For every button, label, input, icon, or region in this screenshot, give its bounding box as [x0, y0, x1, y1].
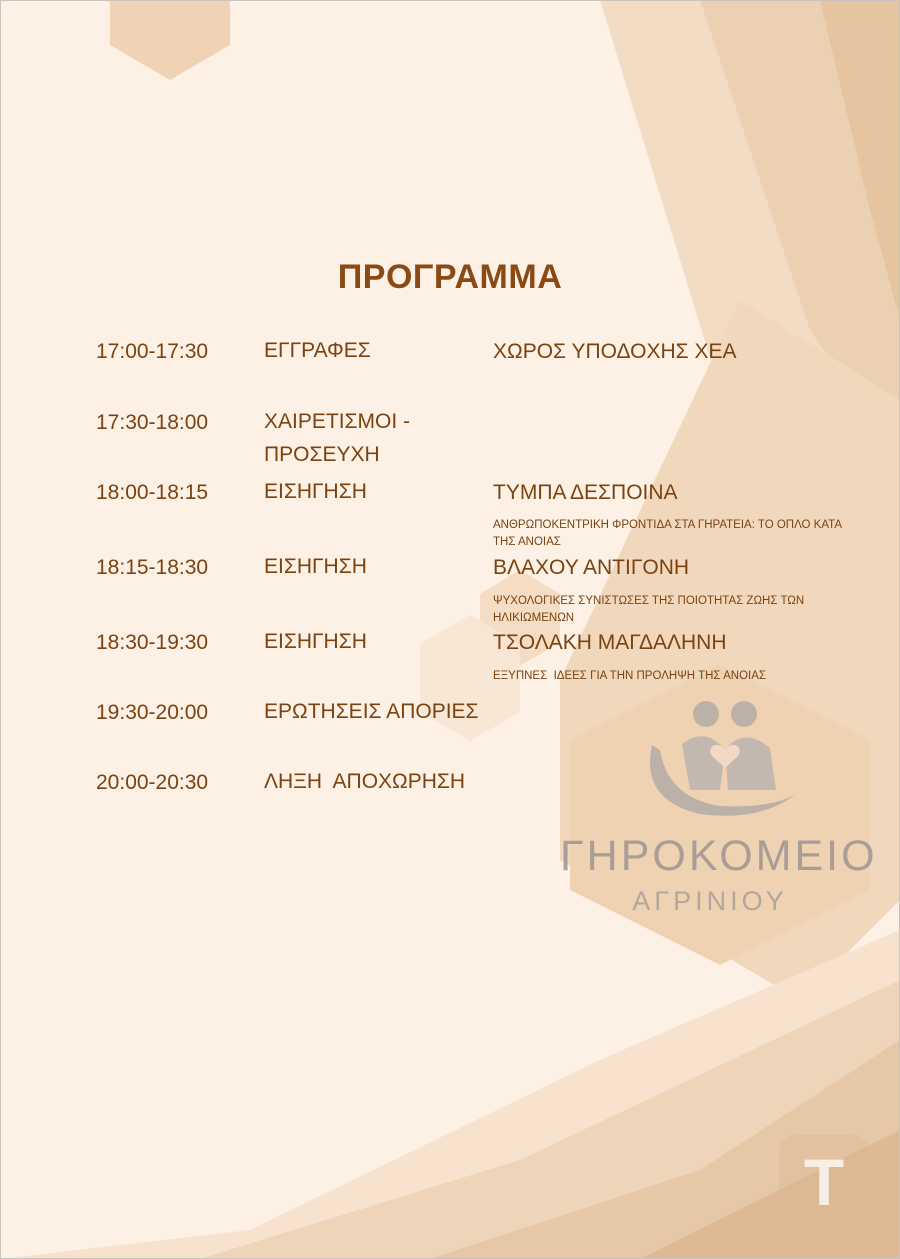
schedule-event: ΕΙΣΗΓΗΣΗ [264, 480, 367, 503]
logo-place: ΑΓΡΙΝΙΟΥ [632, 886, 788, 916]
schedule-time: 18:00-18:15 [96, 481, 209, 504]
schedule-time: 17:30-18:00 [96, 411, 209, 434]
page-title: ΠΡΟΓΡΑΜΜΑ [337, 258, 563, 296]
nursing-home-logo [560, 690, 880, 940]
schedule-time: 17:00-17:30 [96, 340, 209, 363]
schedule-time: 19:30-20:00 [96, 701, 209, 724]
schedule-topic: ΨΥΧΟΛΟΓΙΚΕΣ ΣΥΝΙΣΤΩΣΕΣ ΤΗΣ ΠΟΙΟΤΗΤΑΣ ΖΩΗΣ ΤΩΝ ΗΛΙΚΙΩΜΕΝΩΝ [493, 595, 805, 624]
schedule-speaker: ΤΥΜΠΑ ΔΕΣΠΟΙΝΑ [493, 481, 678, 504]
watermark-logo [779, 1135, 869, 1227]
schedule-event: ΕΙΣΗΓΗΣΗ [264, 555, 367, 578]
schedule-time: 18:30-19:30 [96, 631, 209, 654]
schedule-event: ΕΙΣΗΓΗΣΗ [264, 630, 367, 653]
schedule-event: ΛΗΞΗ ΑΠΟΧΩΡΗΣΗ [264, 770, 466, 793]
logo-name: ΓΗΡΟΚΟΜΕΙΟ [560, 832, 878, 880]
schedule-speaker: ΤΣΟΛΑΚΗ ΜΑΓΔΑΛΗΝΗ [493, 631, 727, 654]
schedule-event: ΧΑΙΡΕΤΙΣΜΟΙ - ΠΡΟΣΕΥΧΗ [264, 410, 410, 466]
schedule-time: 20:00-20:30 [96, 771, 209, 794]
family-care-icon [560, 690, 860, 830]
watermark-letter: T [803, 1145, 845, 1219]
schedule-speaker: ΒΛΑΧΟΥ ΑΝΤΙΓΟΝΗ [493, 556, 690, 579]
schedule-topic: ΑΝΘΡΩΠΟΚΕΝΤΡΙΚΗ ΦΡΟΝΤΙΔΑ ΣΤΑ ΓΗΡΑΤΕΙΑ: ΤΟ ΟΠΛΟ ΚΑΤΑ ΤΗΣ ΑΝΟΙΑΣ [493, 519, 842, 548]
schedule-event: ΕΡΩΤΗΣΕΙΣ ΑΠΟΡΙΕΣ [264, 700, 479, 723]
schedule-topic: ΕΞΥΠΝΕΣ ΙΔΕΕΣ ΓΙΑ ΤΗΝ ΠΡΟΛΗΨΗ ΤΗΣ ΑΝΟΙΑΣ [493, 670, 766, 682]
schedule-time: 18:15-18:30 [96, 556, 209, 579]
schedule-speaker: ΧΩΡΟΣ ΥΠΟΔΟΧΗΣ ΧΕΑ [493, 340, 737, 363]
schedule-event: ΕΓΓΡΑΦΕΣ [264, 339, 371, 362]
